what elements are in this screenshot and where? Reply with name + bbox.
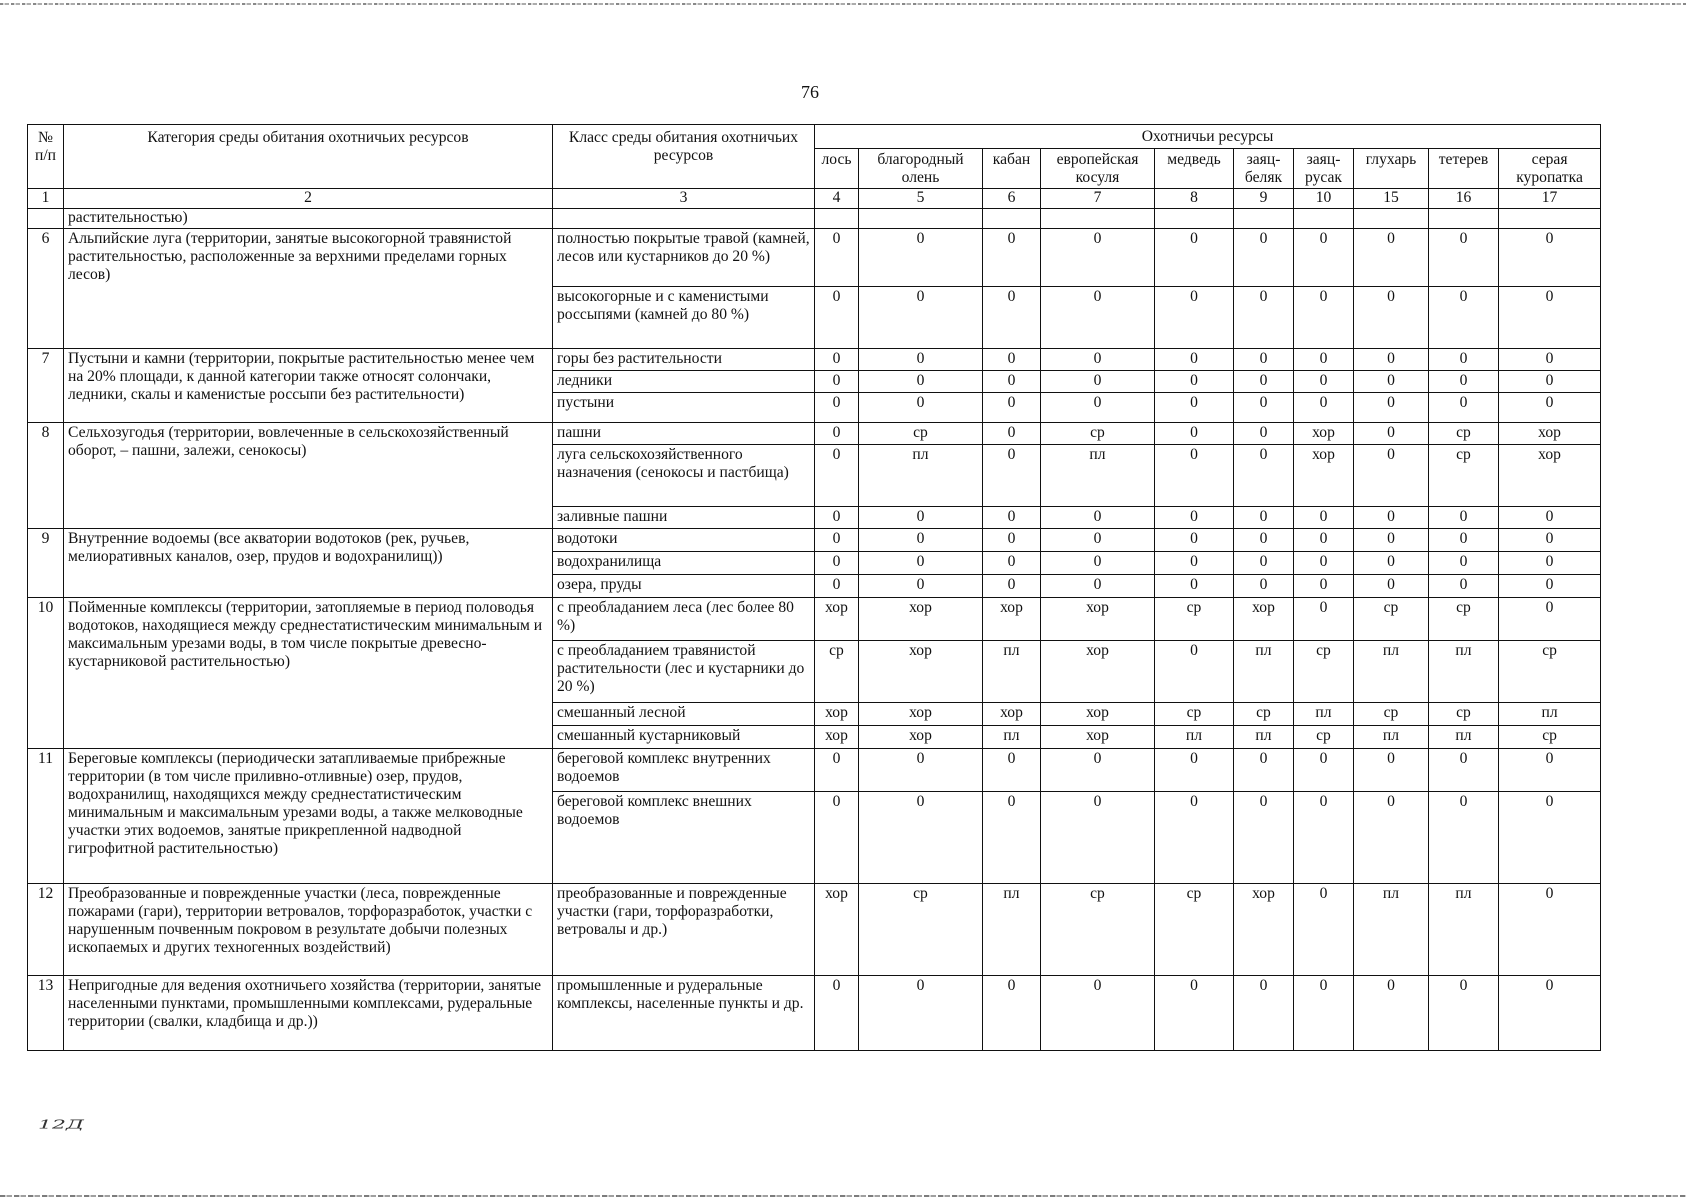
habitat-class: водотоки xyxy=(553,529,815,552)
suitability-value: пл xyxy=(1429,884,1499,976)
suitability-value: 0 xyxy=(1354,792,1429,884)
habitat-category: Внутренние водоемы (все акватории водотоков (рек, ручьев, мелиоративных каналов, озер, прудов и водохранилищ)) xyxy=(64,529,553,598)
suitability-value: ср xyxy=(815,641,859,703)
suitability-value: 0 xyxy=(1354,287,1429,349)
column-number: 15 xyxy=(1354,189,1429,209)
header-species: тетерев xyxy=(1429,149,1499,189)
habitat-category: Пустыни и камни (территории, покрытые растительностью менее чем на 20% площади, к данной категории также относят солончаки, ледники, скалы и каменистые россыпи без растительности) xyxy=(64,349,553,423)
table-row xyxy=(28,529,1601,552)
suitability-value: 0 xyxy=(1294,371,1354,393)
suitability-value: 0 xyxy=(1234,287,1294,349)
habitat-class: высокогорные и с каменистыми россыпями (камней до 80 %) xyxy=(553,287,815,349)
suitability-value: 0 xyxy=(1499,393,1601,423)
row-number: 13 xyxy=(28,976,64,1051)
column-number: 10 xyxy=(1294,189,1354,209)
suitability-value: пл xyxy=(1155,726,1234,749)
suitability-value: 0 xyxy=(983,507,1041,529)
suitability-value: 0 xyxy=(1234,393,1294,423)
suitability-value: ср xyxy=(1499,726,1601,749)
habitat-class: водохранилища xyxy=(553,552,815,575)
suitability-value: хор xyxy=(815,598,859,641)
suitability-value: 0 xyxy=(1354,507,1429,529)
suitability-value: 0 xyxy=(1234,423,1294,445)
suitability-value: 0 xyxy=(1429,749,1499,792)
header-species: благородный олень xyxy=(859,149,983,189)
suitability-value: пл xyxy=(1294,703,1354,726)
table-body xyxy=(28,209,1601,1051)
suitability-value: хор xyxy=(1041,703,1155,726)
suitability-value: хор xyxy=(1234,884,1294,976)
suitability-value: пл xyxy=(983,641,1041,703)
suitability-value: 0 xyxy=(1155,575,1234,598)
table-row xyxy=(28,423,1601,445)
suitability-value: 0 xyxy=(1041,349,1155,371)
header-species: заяц-беляк xyxy=(1234,149,1294,189)
suitability-value: ср xyxy=(1354,703,1429,726)
suitability-value: 0 xyxy=(1155,371,1234,393)
suitability-value: 0 xyxy=(1041,749,1155,792)
suitability-value: пл xyxy=(1354,641,1429,703)
row-number: 6 xyxy=(28,229,64,349)
habitat-class: луга сельскохозяйственного назначения (сенокосы и пастбища) xyxy=(553,445,815,507)
suitability-value: 0 xyxy=(1499,976,1601,1051)
suitability-value: пл xyxy=(983,884,1041,976)
suitability-value: пл xyxy=(1499,703,1601,726)
suitability-value: 0 xyxy=(1294,792,1354,884)
suitability-value: 0 xyxy=(983,529,1041,552)
column-number: 7 xyxy=(1041,189,1155,209)
suitability-value: 0 xyxy=(1155,349,1234,371)
suitability-value: 0 xyxy=(1499,884,1601,976)
suitability-value: хор xyxy=(1041,641,1155,703)
column-number: 8 xyxy=(1155,189,1234,209)
suitability-value: 0 xyxy=(1294,349,1354,371)
suitability-value: 0 xyxy=(859,749,983,792)
suitability-value: 0 xyxy=(815,507,859,529)
table-row xyxy=(28,976,1601,1051)
hunting-resources-table xyxy=(27,124,1601,1051)
column-number: 2 xyxy=(64,189,553,209)
suitability-value: 0 xyxy=(1041,229,1155,287)
suitability-value: 0 xyxy=(983,552,1041,575)
suitability-value: 0 xyxy=(859,287,983,349)
suitability-value: 0 xyxy=(1155,423,1234,445)
column-number: 5 xyxy=(859,189,983,209)
suitability-value: 0 xyxy=(1354,445,1429,507)
habitat-category: Альпийские луга (территории, занятые высокогорной травянистой растительностью, расположенные за верхними пределами горных лесов) xyxy=(64,229,553,349)
suitability-value: 0 xyxy=(1155,229,1234,287)
suitability-value: 0 xyxy=(815,552,859,575)
suitability-value: 0 xyxy=(1354,552,1429,575)
column-number: 17 xyxy=(1499,189,1601,209)
suitability-value: 0 xyxy=(1499,349,1601,371)
habitat-class: горы без растительности xyxy=(553,349,815,371)
suitability-value: 0 xyxy=(1155,507,1234,529)
header-species: заяц-русак xyxy=(1294,149,1354,189)
suitability-value: 0 xyxy=(1041,507,1155,529)
suitability-value: 0 xyxy=(1234,749,1294,792)
suitability-value: 0 xyxy=(1294,749,1354,792)
header-species: серая куропатка xyxy=(1499,149,1601,189)
suitability-value: пл xyxy=(1234,726,1294,749)
suitability-value: 0 xyxy=(1429,371,1499,393)
suitability-value: ср xyxy=(1041,884,1155,976)
suitability-value: 0 xyxy=(859,229,983,287)
suitability-value: хор xyxy=(1234,598,1294,641)
suitability-value: 0 xyxy=(1294,287,1354,349)
row-number: 7 xyxy=(28,349,64,423)
suitability-value: 0 xyxy=(1294,393,1354,423)
suitability-value: 0 xyxy=(983,229,1041,287)
suitability-value: ср xyxy=(859,423,983,445)
suitability-value: 0 xyxy=(1499,371,1601,393)
suitability-value: хор xyxy=(815,884,859,976)
suitability-value: 0 xyxy=(983,287,1041,349)
suitability-value: хор xyxy=(1499,445,1601,507)
suitability-value: пл xyxy=(1354,884,1429,976)
suitability-value: хор xyxy=(859,598,983,641)
habitat-class: с преобладанием леса (лес более 80 %) xyxy=(553,598,815,641)
suitability-value: пл xyxy=(859,445,983,507)
suitability-value: 0 xyxy=(983,393,1041,423)
suitability-value: ср xyxy=(1429,598,1499,641)
habitat-class: смешанный лесной xyxy=(553,703,815,726)
suitability-value: 0 xyxy=(1155,287,1234,349)
suitability-value: 0 xyxy=(983,371,1041,393)
suitability-value: 0 xyxy=(1429,575,1499,598)
suitability-value: 0 xyxy=(983,349,1041,371)
suitability-value: ср xyxy=(1294,726,1354,749)
suitability-value: 0 xyxy=(1041,976,1155,1051)
suitability-value: 0 xyxy=(1155,552,1234,575)
suitability-value: 0 xyxy=(1234,976,1294,1051)
habitat-category: Пойменные комплексы (территории, затопляемые в период половодья водотоков, находящиеся между среднестатистическим минимальным и максимальным урезами воды, в том числе покрытые древесно-кустарниковой растительностью) xyxy=(64,598,553,749)
suitability-value: 0 xyxy=(1294,884,1354,976)
table-row xyxy=(28,884,1601,976)
suitability-value: хор xyxy=(859,726,983,749)
header-species: медведь xyxy=(1155,149,1234,189)
suitability-value: ср xyxy=(1429,703,1499,726)
suitability-value: ср xyxy=(1155,703,1234,726)
column-number: 9 xyxy=(1234,189,1294,209)
suitability-value: 0 xyxy=(815,575,859,598)
suitability-value: хор xyxy=(1041,726,1155,749)
suitability-value: 0 xyxy=(1354,749,1429,792)
suitability-value: хор xyxy=(983,703,1041,726)
habitat-class: заливные пашни xyxy=(553,507,815,529)
suitability-value: 0 xyxy=(1354,393,1429,423)
suitability-value: 0 xyxy=(1234,349,1294,371)
suitability-value: ср xyxy=(1234,703,1294,726)
suitability-value: ср xyxy=(1429,445,1499,507)
suitability-value: 0 xyxy=(859,792,983,884)
suitability-value: 0 xyxy=(1499,792,1601,884)
suitability-value: 0 xyxy=(1499,598,1601,641)
habitat-class: пашни xyxy=(553,423,815,445)
suitability-value: 0 xyxy=(983,976,1041,1051)
suitability-value: 0 xyxy=(1354,575,1429,598)
habitat-class: береговой комплекс внутренних водоемов xyxy=(553,749,815,792)
column-number: 4 xyxy=(815,189,859,209)
suitability-value: 0 xyxy=(1155,393,1234,423)
suitability-value: 0 xyxy=(1429,507,1499,529)
suitability-value: 0 xyxy=(1429,349,1499,371)
habitat-category: Непригодные для ведения охотничьего хозяйства (территории, занятые населенными пунктами, промышленными комплексами, рудеральные территории (свалки, кладбища и др.)) xyxy=(64,976,553,1051)
suitability-value: 0 xyxy=(1354,976,1429,1051)
suitability-value: 0 xyxy=(1429,552,1499,575)
suitability-value: 0 xyxy=(815,423,859,445)
habitat-class: береговой комплекс внешних водоемов xyxy=(553,792,815,884)
habitat-category: Преобразованные и поврежденные участки (леса, поврежденные пожарами (гари), территории ветровалов, торфоразработок, участки с нарушенным почвенным покровом в результате добычи полезных ископаемых и других техногенных воздействий) xyxy=(64,884,553,976)
suitability-value: хор xyxy=(815,703,859,726)
suitability-value: 0 xyxy=(1499,575,1601,598)
header-species: европейская косуля xyxy=(1041,149,1155,189)
suitability-value: пл xyxy=(1234,641,1294,703)
suitability-value: 0 xyxy=(859,529,983,552)
suitability-value: 0 xyxy=(1155,792,1234,884)
suitability-value: 0 xyxy=(815,792,859,884)
header-class: Класс среды обитания охотничьих ресурсов xyxy=(553,125,815,189)
suitability-value: хор xyxy=(983,598,1041,641)
suitability-value: 0 xyxy=(1294,229,1354,287)
suitability-value: 0 xyxy=(859,393,983,423)
habitat-class: ледники xyxy=(553,371,815,393)
suitability-value: 0 xyxy=(1499,507,1601,529)
suitability-value: 0 xyxy=(1041,393,1155,423)
suitability-value: 0 xyxy=(815,371,859,393)
suitability-value: 0 xyxy=(815,229,859,287)
column-number: 3 xyxy=(553,189,815,209)
suitability-value: 0 xyxy=(1041,371,1155,393)
habitat-category: Береговые комплексы (периодически затапливаемые прибрежные территории (в том числе приливно-отливные) озер, прудов, водохранилищ, находящихся между среднестатистическим минимальным и максимальным урезами воды, а также мелководные участки этих водоемов, занятые прикрепленной надводной гигрофитной растительностью) xyxy=(64,749,553,884)
suitability-value: 0 xyxy=(1354,349,1429,371)
suitability-value: 0 xyxy=(815,393,859,423)
suitability-value: хор xyxy=(1294,445,1354,507)
row-number: 12 xyxy=(28,884,64,976)
table-row xyxy=(28,749,1601,792)
habitat-class: с преобладанием травянистой растительности (лес и кустарники до 20 %) xyxy=(553,641,815,703)
suitability-value: 0 xyxy=(1155,976,1234,1051)
suitability-value: 0 xyxy=(1499,229,1601,287)
suitability-value: 0 xyxy=(983,445,1041,507)
suitability-value: 0 xyxy=(859,575,983,598)
suitability-value: 0 xyxy=(1294,552,1354,575)
suitability-value: 0 xyxy=(815,349,859,371)
suitability-value: 0 xyxy=(815,445,859,507)
continuation-text: растительностью) xyxy=(64,209,553,229)
suitability-value: 0 xyxy=(1294,575,1354,598)
scan-edge-top xyxy=(0,3,1686,5)
suitability-value: 0 xyxy=(1429,287,1499,349)
suitability-value: хор xyxy=(815,726,859,749)
suitability-value: 0 xyxy=(1429,529,1499,552)
suitability-value: ср xyxy=(1499,641,1601,703)
header-category: Категория среды обитания охотничьих ресурсов xyxy=(64,125,553,189)
suitability-value: 0 xyxy=(1354,529,1429,552)
suitability-value: 0 xyxy=(815,529,859,552)
suitability-value: ср xyxy=(1155,598,1234,641)
column-number-row xyxy=(28,189,1601,209)
suitability-value: 0 xyxy=(1354,371,1429,393)
suitability-value: 0 xyxy=(1155,749,1234,792)
suitability-value: пл xyxy=(1041,445,1155,507)
row-number: 11 xyxy=(28,749,64,884)
suitability-value: 0 xyxy=(1155,445,1234,507)
suitability-value: пл xyxy=(983,726,1041,749)
suitability-value: 0 xyxy=(1234,575,1294,598)
suitability-value: ср xyxy=(1294,641,1354,703)
header-species: лось xyxy=(815,149,859,189)
header-species: глухарь xyxy=(1354,149,1429,189)
suitability-value: хор xyxy=(859,641,983,703)
suitability-value: 0 xyxy=(1234,445,1294,507)
scan-edge-bottom xyxy=(0,1195,1686,1197)
suitability-value: 0 xyxy=(983,749,1041,792)
suitability-value: ср xyxy=(1041,423,1155,445)
suitability-value: 0 xyxy=(983,575,1041,598)
suitability-value: 0 xyxy=(1041,287,1155,349)
column-number: 6 xyxy=(983,189,1041,209)
habitat-class: пустыни xyxy=(553,393,815,423)
suitability-value: 0 xyxy=(1499,529,1601,552)
suitability-value: 0 xyxy=(1234,229,1294,287)
habitat-class: полностью покрытые травой (камней, лесов или кустарников до 20 %) xyxy=(553,229,815,287)
suitability-value: ср xyxy=(1155,884,1234,976)
row-number: 9 xyxy=(28,529,64,598)
table-row xyxy=(28,598,1601,641)
suitability-value: 0 xyxy=(1234,371,1294,393)
suitability-value: хор xyxy=(1499,423,1601,445)
suitability-value: 0 xyxy=(1041,529,1155,552)
suitability-value: 0 xyxy=(1354,423,1429,445)
header-no: № п/п xyxy=(28,125,64,189)
suitability-value: хор xyxy=(1294,423,1354,445)
suitability-value: 0 xyxy=(815,976,859,1051)
suitability-value: хор xyxy=(1041,598,1155,641)
row-number: 10 xyxy=(28,598,64,749)
suitability-value: 0 xyxy=(815,287,859,349)
footer-mark: 12Д xyxy=(38,1118,84,1132)
habitat-class: преобразованные и поврежденные участки (гари, торфоразработки, ветровалы и др.) xyxy=(553,884,815,976)
table-row xyxy=(28,229,1601,287)
suitability-value: 0 xyxy=(1041,575,1155,598)
suitability-value: 0 xyxy=(859,552,983,575)
suitability-value: ср xyxy=(1429,423,1499,445)
suitability-value: 0 xyxy=(1294,976,1354,1051)
header-resources: Охотничьи ресурсы xyxy=(815,125,1601,149)
suitability-value: 0 xyxy=(1429,229,1499,287)
suitability-value: 0 xyxy=(1155,529,1234,552)
suitability-value: 0 xyxy=(1499,749,1601,792)
continuation-row xyxy=(28,209,1601,229)
suitability-value: 0 xyxy=(1041,552,1155,575)
suitability-value: 0 xyxy=(1294,507,1354,529)
column-number: 1 xyxy=(28,189,64,209)
suitability-value: ср xyxy=(1354,598,1429,641)
suitability-value: 0 xyxy=(1234,792,1294,884)
habitat-class: промышленные и рудеральные комплексы, населенные пункты и др. xyxy=(553,976,815,1051)
suitability-value: 0 xyxy=(1234,507,1294,529)
row-number: 8 xyxy=(28,423,64,529)
suitability-value: 0 xyxy=(1429,792,1499,884)
suitability-value: пл xyxy=(1429,726,1499,749)
suitability-value: 0 xyxy=(815,749,859,792)
header-species: кабан xyxy=(983,149,1041,189)
habitat-class: озера, пруды xyxy=(553,575,815,598)
suitability-value: 0 xyxy=(983,792,1041,884)
suitability-value: пл xyxy=(1354,726,1429,749)
habitat-class: смешанный кустарниковый xyxy=(553,726,815,749)
suitability-value: 0 xyxy=(1294,529,1354,552)
page-number: 76 xyxy=(801,82,819,102)
suitability-value: 0 xyxy=(1294,598,1354,641)
suitability-value: 0 xyxy=(983,423,1041,445)
suitability-value: 0 xyxy=(1354,229,1429,287)
table-row xyxy=(28,349,1601,371)
suitability-value: 0 xyxy=(1429,976,1499,1051)
suitability-value: 0 xyxy=(859,371,983,393)
suitability-value: ср xyxy=(859,884,983,976)
suitability-value: 0 xyxy=(1499,552,1601,575)
suitability-value: пл xyxy=(1429,641,1499,703)
suitability-value: 0 xyxy=(859,507,983,529)
suitability-value: 0 xyxy=(859,976,983,1051)
suitability-value: 0 xyxy=(1155,641,1234,703)
habitat-category: Сельхозугодья (территории, вовлеченные в сельскохозяйственный оборот, – пашни, залежи, сенокосы) xyxy=(64,423,553,529)
suitability-value: хор xyxy=(859,703,983,726)
suitability-value: 0 xyxy=(1234,529,1294,552)
suitability-value: 0 xyxy=(1499,287,1601,349)
suitability-value: 0 xyxy=(1234,552,1294,575)
suitability-value: 0 xyxy=(859,349,983,371)
suitability-value: 0 xyxy=(1041,792,1155,884)
column-number: 16 xyxy=(1429,189,1499,209)
suitability-value: 0 xyxy=(1429,393,1499,423)
